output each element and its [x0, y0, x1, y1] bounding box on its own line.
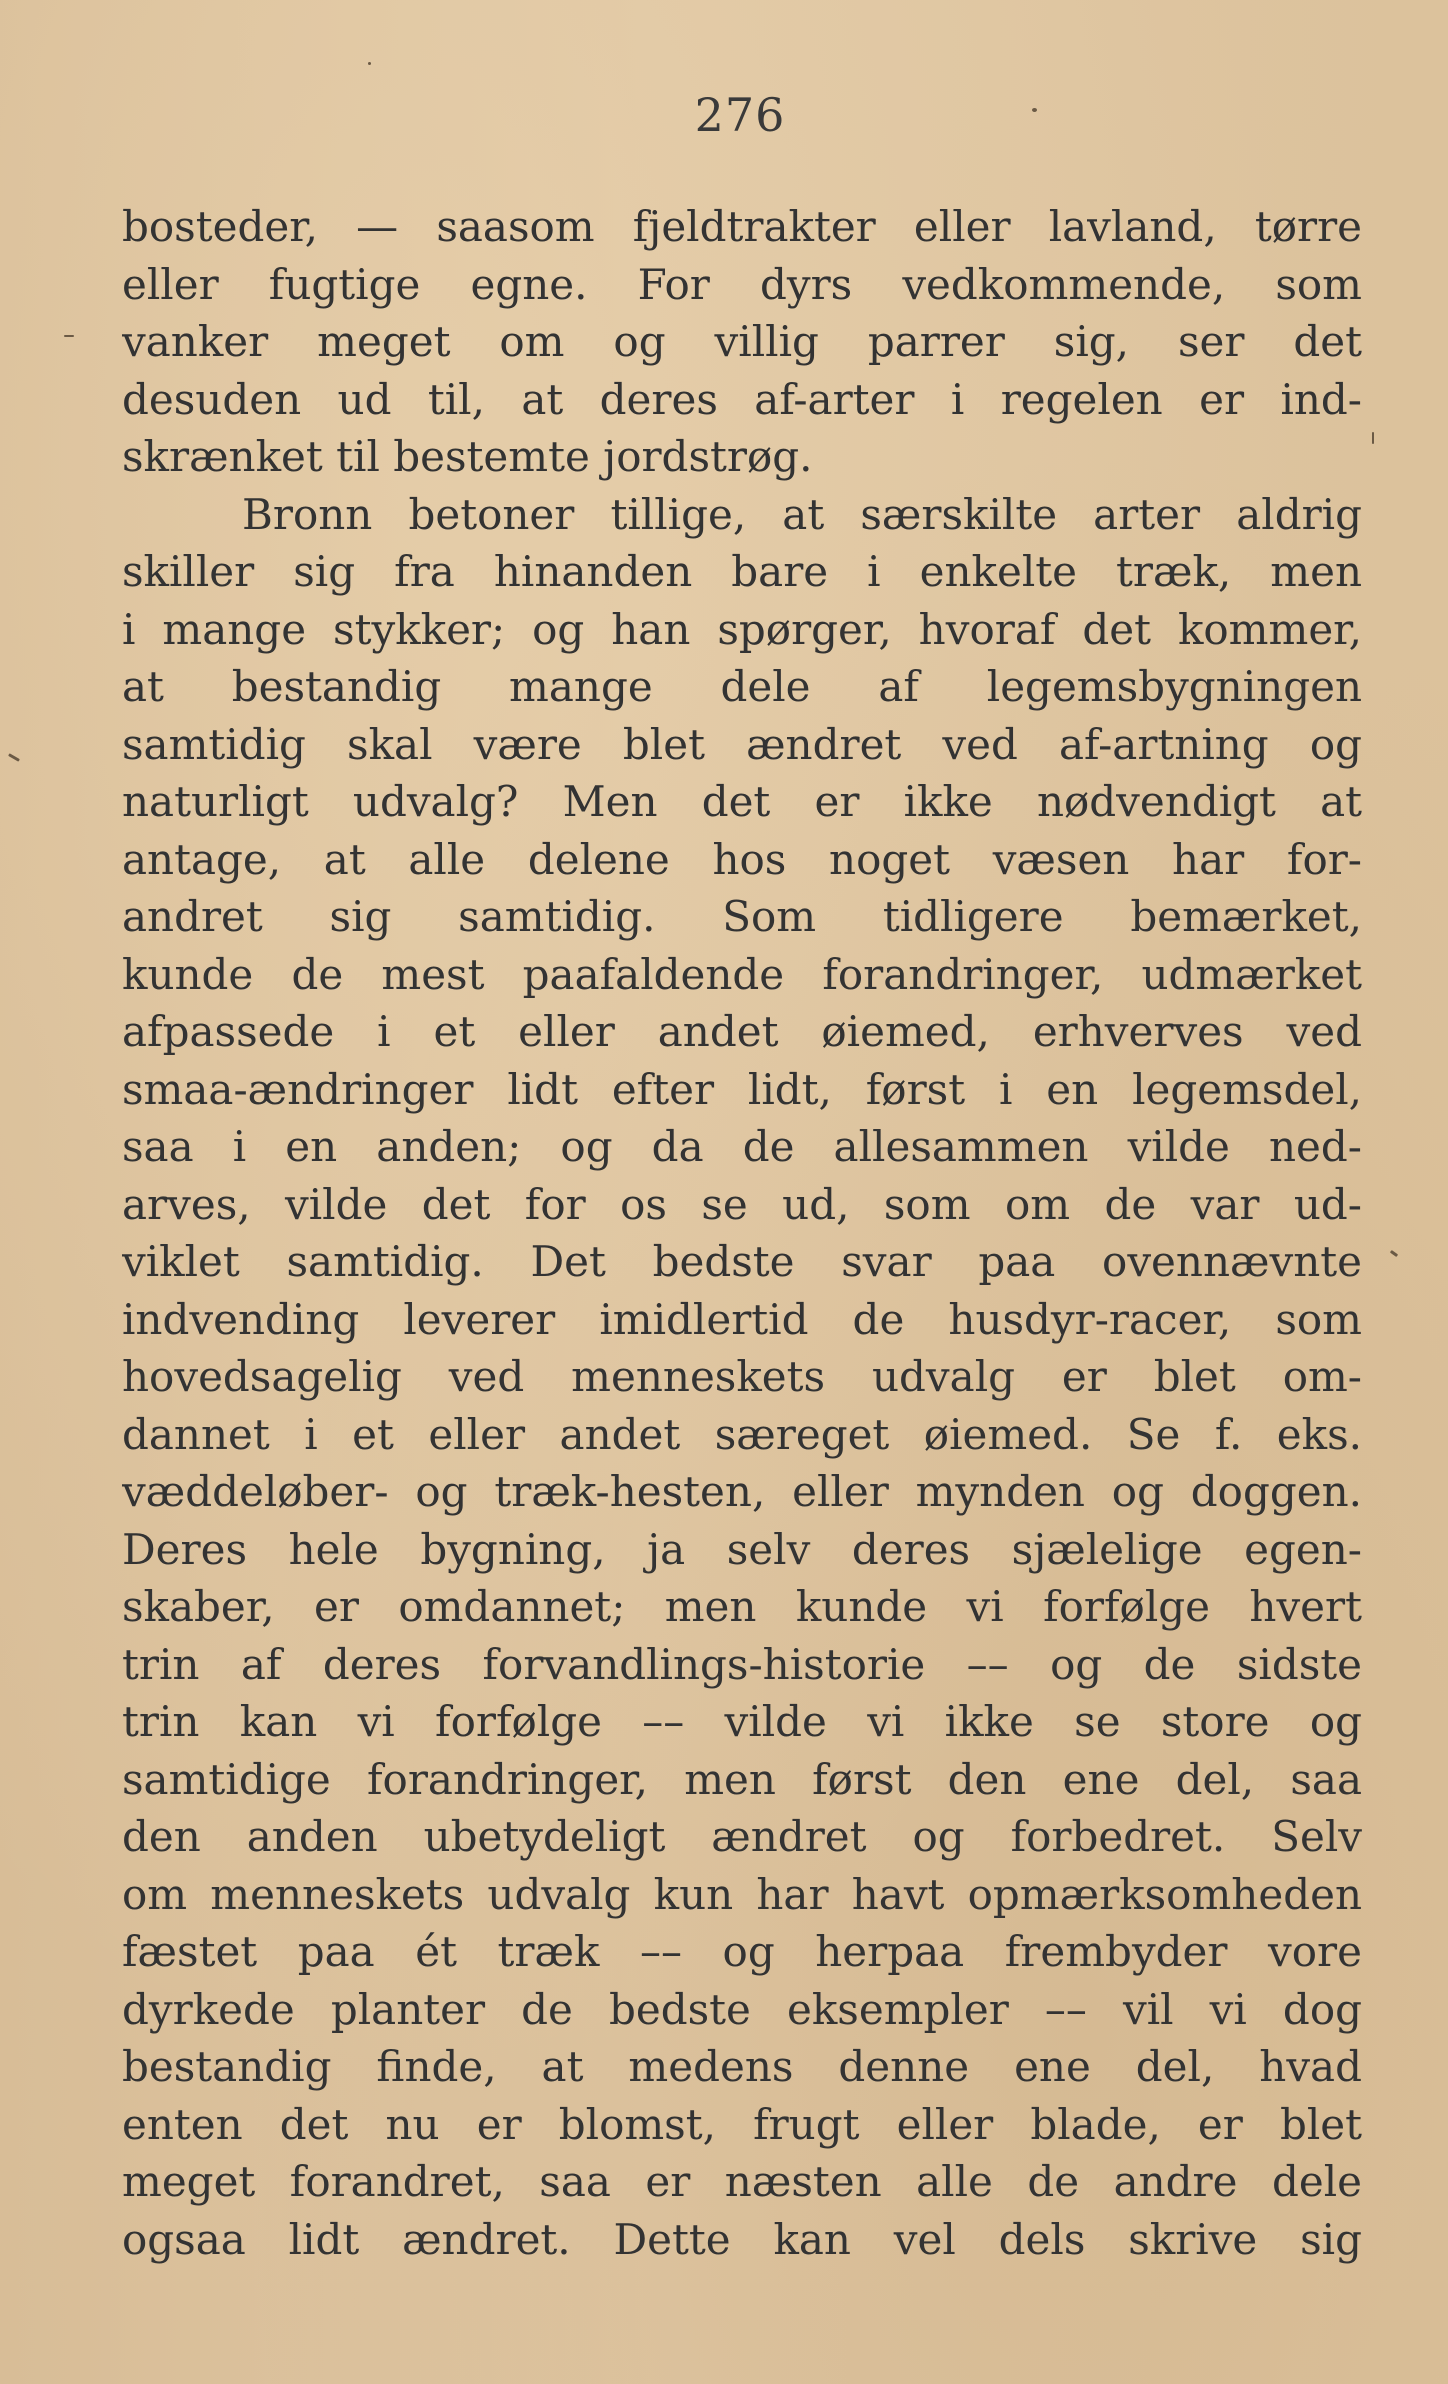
text-line: trin af deres forvandlings-historie –– og de sidste	[122, 1639, 1362, 1689]
text-line: skaber, er omdannet; men kunde vi forfølge hvert	[122, 1582, 1362, 1631]
text-line: vanker meget om og villig parrer sig, ser det	[122, 317, 1362, 366]
text-line: fæstet paa ét træk –– og herpaa frembyder vore	[122, 1927, 1362, 1976]
text-line: i mange stykker; og han spørger, hvoraf det kommer,	[122, 604, 1362, 654]
text-line: Deres hele bygning, ja selv deres sjælelige egen-	[122, 1524, 1362, 1574]
text-line: eller fugtige egne. For dyrs vedkommende, som	[122, 259, 1362, 309]
ink-speck	[1372, 432, 1374, 444]
text-line: dyrkede planter de bedste eksempler –– vil vi dog	[122, 1984, 1362, 2034]
paragraph-end-line: skrænket til bestemte jordstrøg.	[122, 432, 813, 481]
paragraph-start-line: Bronn betoner tillige, at særskilte arter aldrig	[242, 489, 1362, 539]
text-line: meget forandret, saa er næsten alle de andre dele	[122, 2157, 1362, 2206]
text-line: trin kan vi forfølge –– vilde vi ikke se store og	[122, 1697, 1362, 1746]
text-line: bestandig finde, at medens denne ene del, hvad	[122, 2042, 1362, 2091]
ink-speck	[1032, 108, 1037, 112]
text-line: at bestandig mange dele af legemsbygningen	[122, 662, 1362, 711]
text-line: andret sig samtidig. Som tidligere bemærket,	[122, 892, 1362, 941]
text-line: den anden ubetydeligt ændret og forbedret. Selv	[122, 1812, 1362, 1861]
text-line: naturligt udvalg? Men det er ikke nødvendigt at	[122, 777, 1362, 826]
text-line: indvending leverer imidlertid de husdyr-racer, som	[122, 1294, 1362, 1344]
text-line: bosteder, — saasom fjeldtrakter eller lavland, tørre	[122, 202, 1362, 251]
text-line: dannet i et eller andet særeget øiemed. Se f. eks.	[122, 1409, 1362, 1459]
text-line: samtidige forandringer, men først den ene del, saa	[122, 1754, 1362, 1804]
text-line: væddeløber- og træk-hesten, eller mynden og doggen.	[122, 1467, 1362, 1516]
text-line: antage, at alle delene hos noget væsen har for-	[122, 834, 1362, 884]
ink-speck	[64, 335, 74, 337]
text-line: enten det nu er blomst, frugt eller blade, er blet	[122, 2099, 1362, 2149]
text-line: afpassede i et eller andet øiemed, erhverves ved	[122, 1007, 1362, 1056]
text-line: arves, vilde det for os se ud, som om de var ud-	[122, 1179, 1362, 1229]
ink-speck	[1390, 1250, 1398, 1257]
text-line: hovedsagelig ved menneskets udvalg er blet om-	[122, 1352, 1362, 1401]
ink-speck	[8, 753, 20, 762]
page-number: 276	[694, 88, 786, 142]
text-line: om menneskets udvalg kun har havt opmærksomheden	[122, 1869, 1362, 1919]
text-line: smaa-ændringer lidt efter lidt, først i en legemsdel,	[122, 1064, 1362, 1114]
text-line: samtidig skal være blet ændret ved af-artning og	[122, 719, 1362, 769]
text-line: skiller sig fra hinanden bare i enkelte træk, men	[122, 547, 1362, 596]
text-line: kunde de mest paafaldende forandringer, udmærket	[122, 949, 1362, 999]
body-text	[122, 198, 1362, 2268]
text-line: ogsaa lidt ændret. Dette kan vel dels skrive sig	[122, 2214, 1362, 2264]
ink-speck	[368, 62, 371, 65]
text-line: viklet samtidig. Det bedste svar paa ovennævnte	[122, 1237, 1362, 1286]
text-line: saa i en anden; og da de allesammen vilde ned-	[122, 1122, 1362, 1171]
text-line: desuden ud til, at deres af-arter i regelen er ind-	[122, 374, 1362, 424]
